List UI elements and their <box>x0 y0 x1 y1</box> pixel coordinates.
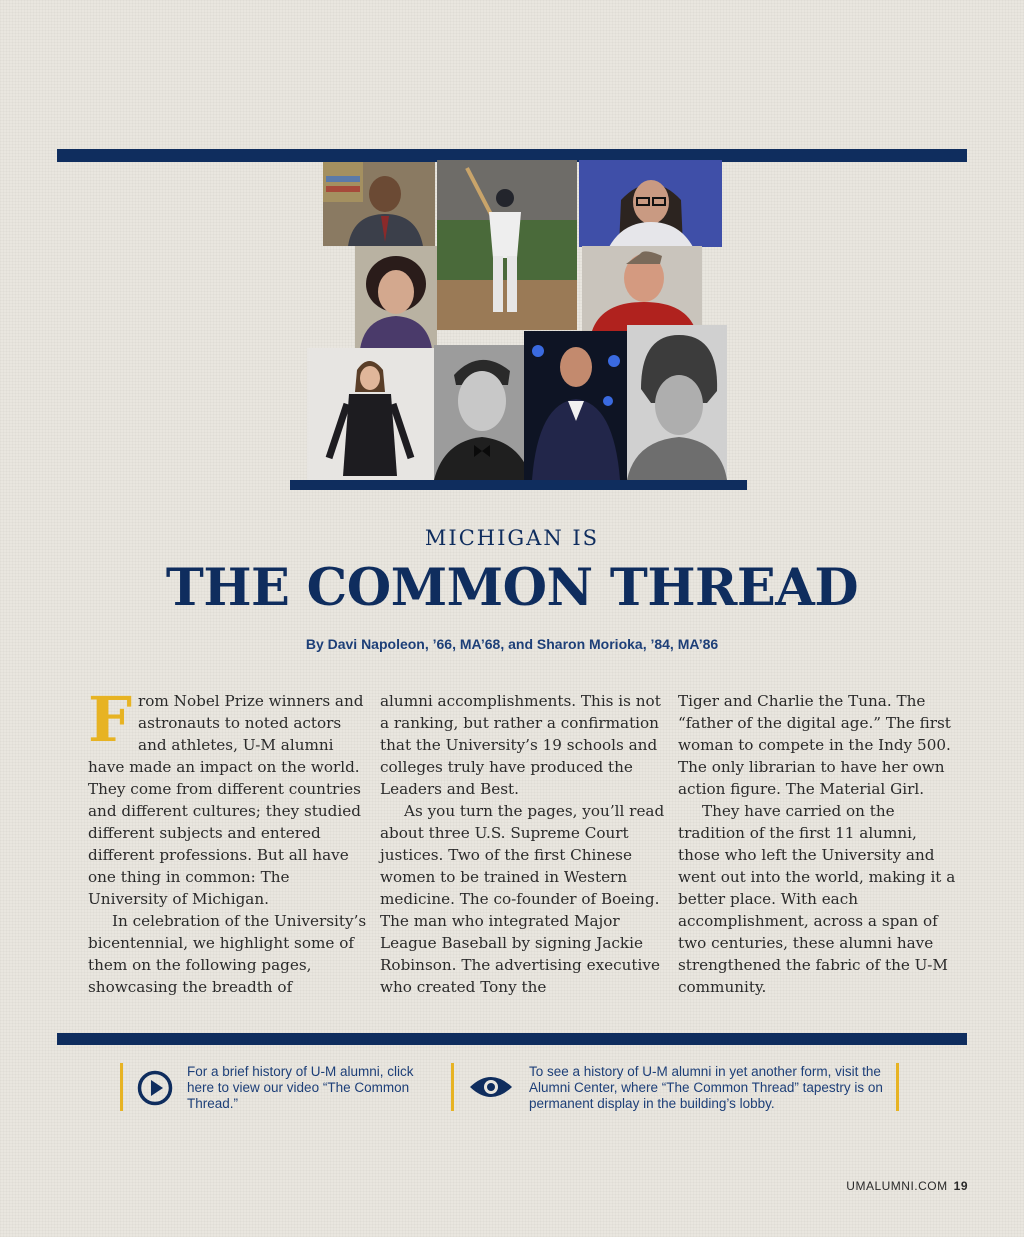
photo-portrait-man-bowtie <box>434 345 532 480</box>
body-column-1 <box>88 683 373 998</box>
video-callout-link[interactable]: For a brief history of U-M alumni, click here to view our video “The Common Thread.” <box>187 1064 414 1111</box>
photo-portrait-older-woman <box>355 246 437 349</box>
article-eyebrow: MICHIGAN IS <box>424 526 600 550</box>
drop-cap: F <box>88 683 133 756</box>
paragraph: alumni accomplishments. This is not a ranking, but rather a confirmation that the University’s 19 schools and colleges truly have produced the Leaders and Best. <box>380 692 661 798</box>
body-column-3 <box>678 690 963 998</box>
photo-football-player-helmet <box>627 325 727 480</box>
paragraph: As you turn the pages, you’ll read about three U.S. Supreme Court justices. Two of the first Chinese women to be trained in Western medicine. The co-founder of Boeing. The man who integrated Major League Baseball by signing Jackie Robinson. The advertising executive who created Tony the <box>380 802 665 996</box>
photo-portrait-man-suit <box>323 162 435 246</box>
tapestry-callout-text: To see a history of U-M alumni in yet another form, visit the Alumni Center, where “The Common Thread” tapestry is on permanent display in the building’s lobby. <box>529 1064 883 1111</box>
paragraph <box>88 683 373 910</box>
photo-portrait-woman-glasses <box>579 160 722 247</box>
page-footer <box>846 1179 968 1193</box>
paragraph: Tiger and Charlie the Tuna. The “father of the digital age.” The first woman to compete in the Indy 500. The only librarian to have her own action figure. The Material Girl. <box>678 692 951 798</box>
paragraph-text: rom Nobel Prize winners and astronauts to noted actors and athletes, U-M alumni have made an impact on the world. They come from different countries and different cultures; they studied different subjects and entered different professions. But all have one thing in common: The University of Michigan. <box>88 692 364 908</box>
callout-accent-bar <box>120 1063 123 1111</box>
paragraph: They have carried on the tradition of the first 11 alumni, those who left the University and went out into the world, making it a better place. With each accomplishment, across a span of two centuries, these alumni have strengthened the fabric of the U-M community. <box>678 802 956 996</box>
play-icon[interactable] <box>137 1070 173 1106</box>
photo-singer-performer <box>307 348 434 480</box>
body-column-2 <box>380 690 665 998</box>
article-byline: By Davi Napoleon, ’66, MA’68, and Sharon Morioka, ’84, MA’86 <box>305 636 719 652</box>
photo-portrait-man-red-jacket <box>582 246 702 331</box>
callout-accent-bar <box>451 1063 454 1111</box>
collage-bottom-rule <box>290 480 747 490</box>
article-headline: THE COMMON THREAD <box>165 558 859 618</box>
page-number: 19 <box>953 1179 968 1193</box>
photo-baseball-batter <box>437 160 577 330</box>
eye-icon <box>468 1073 514 1101</box>
photo-speaker-on-stage <box>524 331 627 480</box>
footer-site: UMALUMNI.COM <box>846 1179 948 1193</box>
bottom-divider-rule <box>57 1033 967 1045</box>
callout-accent-bar <box>896 1063 899 1111</box>
paragraph: In celebration of the University’s bicentennial, we highlight some of them on the following pages, showcasing the breadth of <box>88 912 367 996</box>
